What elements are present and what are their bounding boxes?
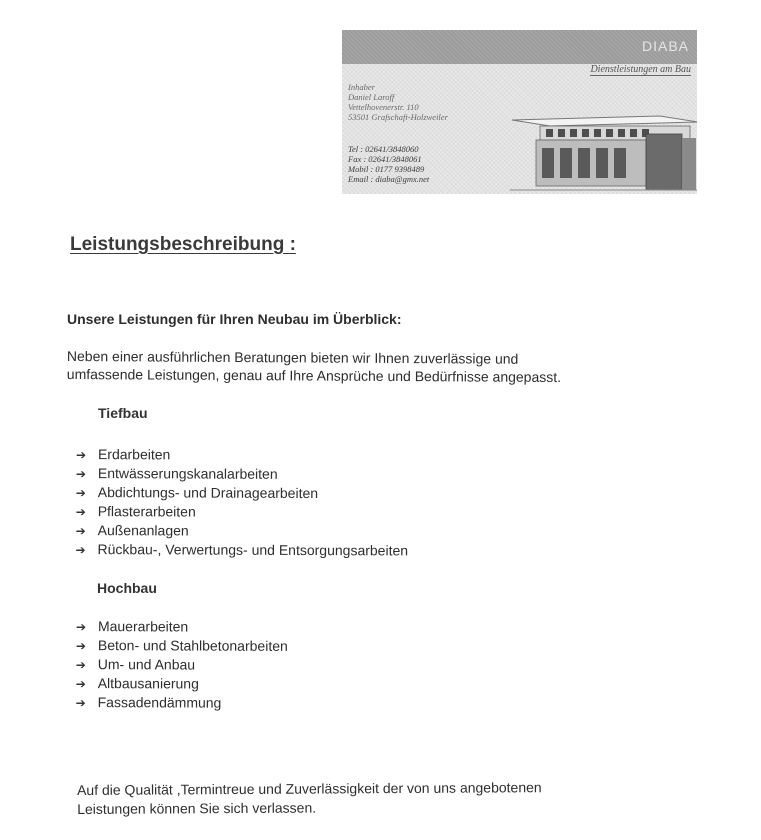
contact-mobile: Mobil : 0177 9398489 <box>348 164 425 174</box>
arrow-right-icon: ➔ <box>75 485 86 501</box>
brand-name: DIABA <box>641 38 689 54</box>
list-item <box>76 502 409 522</box>
intro-line: umfassende Leistungen, genau auf Ihre Ansprüche und Bedürfnisse angepasst. <box>66 365 562 386</box>
closing-line: Leistungen können Sie sich verlassen. <box>77 799 317 817</box>
list-item <box>76 521 409 541</box>
list-item-label: Mauerarbeiten <box>97 618 189 635</box>
list-item-label: Erdarbeiten <box>97 446 171 463</box>
list-item <box>76 540 409 560</box>
contact-fax: Fax : 02641/3848061 <box>348 154 422 164</box>
list-item <box>76 674 288 694</box>
owner-line: 53501 Grafschaft-Holzweiler <box>348 112 448 122</box>
list-item-label: Beton- und Stahlbetonarbeiten <box>97 637 288 654</box>
list-item-label: Abdichtungs- und Drainagearbeiten <box>97 484 319 502</box>
intro-heading: Unsere Leistungen für Ihren Neubau im Überblick: <box>67 311 402 327</box>
arrow-right-icon: ➔ <box>75 466 86 482</box>
contact-email: Email : diaba@gmx.net <box>348 174 430 184</box>
service-list-tiefbau <box>76 445 409 560</box>
arrow-right-icon: ➔ <box>75 695 86 711</box>
list-item-label: Pflasterarbeiten <box>97 503 196 520</box>
arrow-right-icon: ➔ <box>75 657 86 673</box>
owner-address <box>348 82 448 122</box>
section-heading-tiefbau: Tiefbau <box>98 405 148 421</box>
owner-line: Daniel Laroff <box>348 92 395 102</box>
list-item-label: Fassadendämmung <box>97 694 222 711</box>
list-item <box>76 445 409 465</box>
service-list-hochbau <box>76 617 288 713</box>
list-item <box>76 636 288 656</box>
list-item <box>76 617 288 637</box>
closing-line: Auf die Qualität ,Termintreue und Zuverlässigkeit der von uns angebotenen <box>77 779 542 798</box>
list-item-label: Rückbau-, Verwertungs- und Entsorgungsarbeiten <box>97 541 409 559</box>
contact-phone: Tel : 02641/3848060 <box>348 144 419 154</box>
list-item-label: Um- und Anbau <box>97 656 196 673</box>
contact-details <box>348 144 429 184</box>
list-item <box>76 693 288 713</box>
arrow-right-icon: ➔ <box>75 620 87 635</box>
list-item <box>76 483 409 503</box>
owner-line: Vettelhovenerstr. 110 <box>348 102 419 112</box>
document-title: Leistungsbeschreibung : <box>70 234 296 255</box>
list-item-label: Entwässerungskanalarbeiten <box>97 465 278 482</box>
letterhead-card <box>342 30 697 194</box>
arrow-right-icon: ➔ <box>75 542 86 558</box>
list-item <box>76 464 409 484</box>
section-heading-hochbau: Hochbau <box>97 580 157 596</box>
list-item-label: Altbausanierung <box>97 675 199 692</box>
list-item <box>76 655 288 675</box>
brand-tagline: Dienstleistungen am Bau <box>590 64 691 75</box>
arrow-right-icon: ➔ <box>75 447 87 463</box>
owner-line: Inhaber <box>348 82 375 92</box>
intro-paragraph <box>67 347 667 387</box>
arrow-right-icon: ➔ <box>75 504 86 520</box>
building-illustration-icon <box>510 86 697 194</box>
arrow-right-icon: ➔ <box>75 676 86 692</box>
list-item-label: Außenanlagen <box>97 522 189 539</box>
closing-paragraph <box>77 778 542 819</box>
arrow-right-icon: ➔ <box>75 638 86 654</box>
arrow-right-icon: ➔ <box>75 523 86 539</box>
intro-line: Neben einer ausführlichen Beratungen bieten wir Ihnen zuverlässige und <box>66 347 519 367</box>
